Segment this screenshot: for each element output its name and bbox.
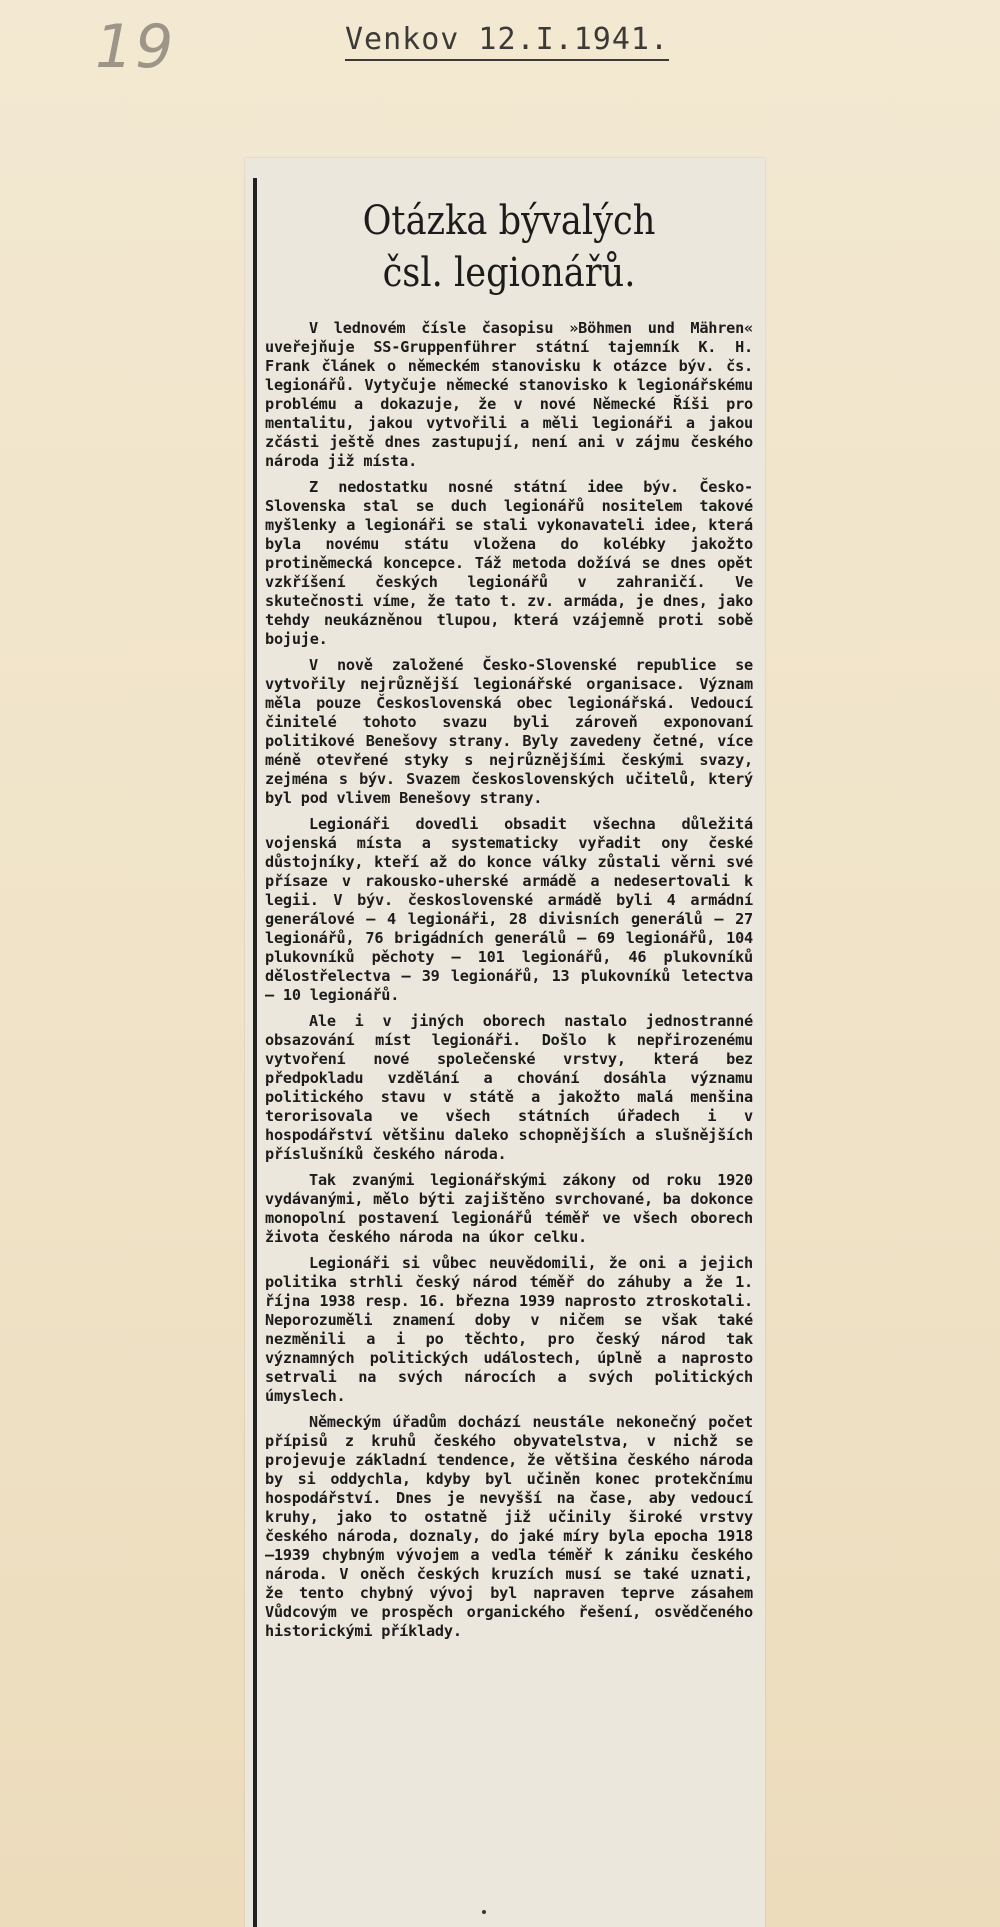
source-stamp: Venkov 12.I.1941. (345, 22, 669, 61)
paragraph-2: Z nedostatku nosné státní idee býv. Česko-Slovenska stal se duch legionářů nositelem takové myšlenky a legionáři se stali vykonavateli idee, která byla novému státu vložena do kolébky jakožto protiněmecká koncepce. Táž metoda dožívá se dnes opět vzkříšení českých legionářů v zahraničí. Ve skutečnosti víme, že tato t. zv. armáda, je dnes, jako tehdy neukázněnou tlupou, která vzájemně proti sobě bojuje. (265, 478, 753, 648)
paragraph-1: V lednovém čísle časopisu »Böhmen und Mähren« uveřejňuje SS-Gruppenführer státní tajemník K. H. Frank článek o německém stanovisku k otázce býv. čs. legionářů. Vytyčuje německé stanovisko k legionářskému problému a dokazuje, že v nové Německé Říši pro mentalitu, jakou vytvořili a měli legionáři a jakou zčásti ještě dnes zastupují, není ani v zájmu českého národa již místa. (265, 319, 753, 470)
article (265, 195, 753, 1648)
paragraph-5: Ale i v jiných oborech nastalo jednostranné obsazování míst legionáři. Došlo k nepřirozenému vytvoření nové společenské vrstvy, která bez předpokladu vzdělání a chování dosáhla významu politického stavu v státě a jakožto malá menšina terorisovala ve všech státních úřadech i v hospodářství většinu daleko schopnějších a slušnějších příslušníků českého národa. (265, 1012, 753, 1163)
title-line-1: Otázka bývalých (362, 198, 656, 244)
paragraph-4: Legionáři dovedli obsadit všechna důležitá vojenská místa a systematicky vyřadit ony české důstojníky, kteří až do konce války zůstali věrni své přísaze v rakousko-uherské armádě a nedesertovali k legii. V býv. československé armádě byli 4 armádní generálové — 4 legionáři, 28 divisních generálů — 27 legionářů, 76 brigádních generálů — 69 legionářů, 104 plukovníků pěchoty — 101 legionářů, 46 plukovníků dělostřelectva — 39 legionářů, 13 plukovníků letectva — 10 legionářů. (265, 815, 753, 1004)
article-title (294, 195, 723, 299)
clipping-border-rule (253, 178, 257, 1927)
paragraph-7: Legionáři si vůbec neuvědomili, že oni a jejich politika strhli český národ téměř do záhuby a že 1. října 1938 resp. 16. března 1939 naprosto ztroskotali. Neporozuměli znamení doby v ničem se však také nezměnili a i po těchto, pro český národ tak významných politických událostech, úplně a naprosto setrvali na svých nárocích a svých politických úmyslech. (265, 1254, 753, 1405)
paragraph-6: Tak zvanými legionářskými zákony od roku 1920 vydávanými, mělo býti zajištěno svrchované, ba dokonce monopolní postavení legionářů téměř ve všech oborech života českého národa na úkor celku. (265, 1171, 753, 1246)
page-number: 19 (95, 12, 176, 82)
end-mark (482, 1910, 486, 1914)
paragraph-8: Německým úřadům dochází neustále nekonečný počet přípisů z kruhů českého obyvatelstva, v nichž se projevuje základní tendence, že většina českého národa by si oddychla, kdyby byl učiněn konec protekčnímu hospodářství. Dnes je nevyšší na čase, aby vedoucí kruhy, jako to ostatně již učinily široké vrstvy českého národa, doznaly, do jaké míry byla epocha 1918—1939 chybným vývojem a vedla téměř k zániku českého národa. V oněch českých kruzích musí se také uznati, že tento chybný vývoj byl napraven teprve zásahem Vůdcovým ve prospěch organického řešení, osvědčeného historickými příklady. (265, 1413, 753, 1640)
title-line-2: čsl. legionářů. (382, 250, 636, 296)
paragraph-3: V nově založené Česko-Slovenské republice se vytvořily nejrůznější legionářské organisace. Význam měla pouze Československá obec legionářská. Vedoucí činitelé tohoto svazu byli zároveň exponovaní politikové Benešovy strany. Byly zavedeny četné, více méně otevřené styky s nejrůznějšími českými svazy, zejména s býv. Svazem československých učitelů, který byl pod vlivem Benešovy strany. (265, 656, 753, 807)
